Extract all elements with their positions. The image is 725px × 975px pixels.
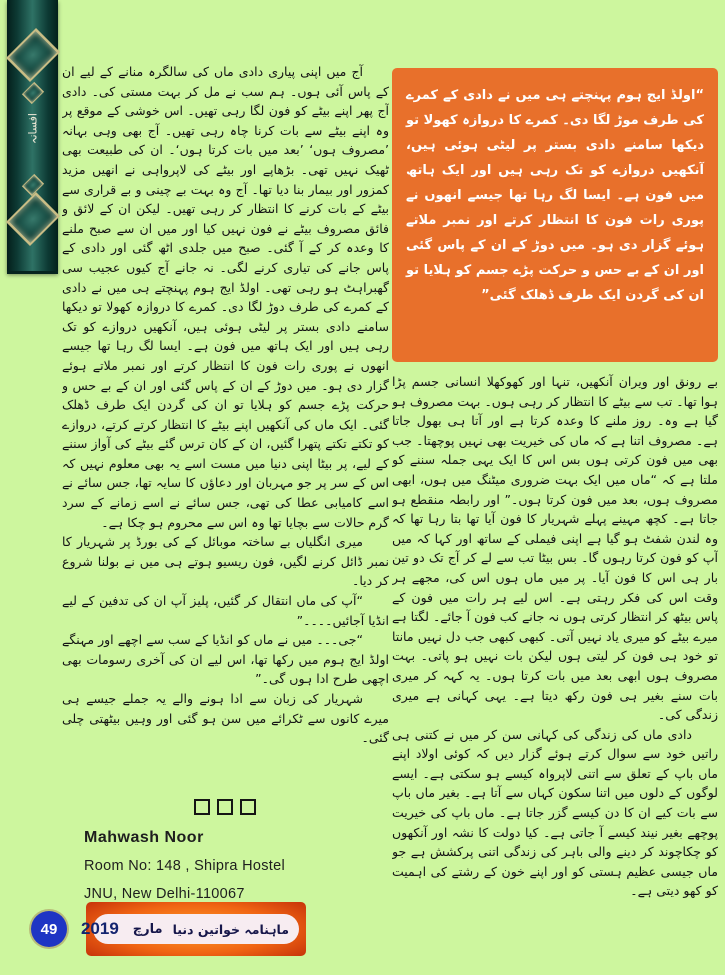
pull-quote-box (392, 68, 718, 362)
magazine-name: ماہنامہ خواتین دنیا (172, 921, 289, 937)
author-address-line1: Room No: 148 , Shipra Hostel (84, 858, 286, 874)
end-marker-square-icon (194, 799, 210, 815)
page-number-badge: 49 (31, 911, 67, 947)
decorative-ribbon (7, 0, 58, 273)
issue-month: مارچ (132, 921, 163, 937)
story-paragraph: “آپ کی ماں انتقال کر گئیں، پلیز آپ ان کی تدفین کے لیے انڈیا آجائیں۔۔۔۔” (62, 593, 389, 628)
story-paragraph: شہریار کی زبان سے ادا ہونے والے یہ جملے جیسے ہی میرے کانوں سے ٹکرائے میں سن ہو گئی اور وہیں بیٹھتی چلی گئی۔ (62, 691, 389, 746)
story-paragraph: بے رونق اور ویران آنکھیں، تنہا اور کھوکھلا انسانی جسم پڑا ہوا تھا۔ تب سے بیٹے کا انتظار کر رہی ہوں۔ بہت مصروف ہو گیا ہے وہ۔ روز ملنے کا وعدہ کرتا ہے اور آتا ہی بھول جاتا ہے۔ مصروف اتنا ہے کہ ماں کی خیریت بھی نہیں پوچھتا۔ جب بھی میں فون کرتی ہوں بس اس کا ایک یہی جملہ سننے کو ملتا ہے کہ “ماں میں ایک بہت ضروری میٹنگ میں ہوں، ابھی مصروف ہوں، بعد میں فون کرتا ہوں۔” اور رابطہ منقطع ہو جاتا ہے۔ کچھ مہینے پہلے شہریار کا فون آیا تھا بتا رہا تھا کہ وہ لندن شفٹ ہو گیا ہے اپنی فیملی کے ساتھ اور کہا کہ میں آپ کو فون کرتا رہوں گا۔ بس بیٹا تب سے لے کر آج تک دو تین بار ہی اس کا فون آیا۔ پر میں ماں ہوں اس کی، مجھے ہر وقت اس کی فکر رہتی ہے۔ اس لیے ہر رات میں فون کے پاس بیٹھ کر انتظار کرتی ہوں نہ جانے کب فون آ جائے۔ لگتا ہے میرے بیٹے کو میری یاد نہیں آتی۔ کبھی کبھی جب دل نہیں مانتا تو خود ہی فون کر لیتی ہوں لیکن بات نہیں ہو پاتی۔ بہت مصروف ہوں ابھی بعد میں بات کرتا ہوں۔ یہ کہہ کر میری بات سنے بغیر ہی فون رکھ دیتا ہے۔ یہی کہانی ہے میری زندگی کی۔ (392, 374, 718, 723)
ornament-diamond-icon (5, 192, 59, 246)
author-address-line2: JNU, New Delhi-110067 (84, 886, 245, 902)
footer-banner (40, 902, 306, 956)
footer-pill (40, 914, 299, 944)
story-paragraph: آج میں اپنی پیاری دادی ماں کی سالگرہ منانے کے لیے ان کے پاس آئی ہوں۔ ہم سب نے مل کر بہت مستی کی۔ دادی آج پھر اپنے بیٹے کو فون لگا رہی تھیں۔ اس خوشی کے موقع پر وہ اپنے بیٹے سے بات کرنا چاہ رہی تھیں۔ آج بھی وہی بہانہ ’مصروف ہوں‘ ’بعد میں بات کرتا ہوں‘۔ ان کی طبیعت بھی ٹھیک نہیں تھی۔ بڑھاپے اور بیٹے کی لاپرواہی نے انھیں مزید کمزور اور بیمار بنا دیا تھا۔ آج وہ بہت بے چینی و بے قراری سے بیٹے کے بات کرنے کا انتظار کر رہی تھیں۔ لیکن ان کے لائق و فائق مصروف بیٹے نے فون نہیں کیا اور میں ان سے صبح ملنے کا وعدہ کر کے آ گئی۔ صبح میں جلدی اٹھ گئی اور دادی کے پاس جانے کی تیاری کرنے لگی۔ نہ جانے آج کیوں عجیب سی گھبراہٹ ہو رہی تھی۔ اولڈ ایج ہوم پہنچتے ہی میں نے دادی کے کمرے کی طرف دوڑ لگا دی۔ کمرے کا دروازہ کھولا تو دیکھا سامنے دادی بستر پر لیٹی ہوئی ہیں، آنکھیں دروازے کو تک رہی ہیں اور ایک ہاتھ میں فون ہے۔ ایسا لگ رہا تھا جیسے انھوں نے پوری رات فون کا انتظار کرتے اور نمبر ملاتے ہوئے گزار دی ہو۔ میں دوڑ کے ان کے پاس گئی اور ان کے بے حس و حرکت پڑے جسم کو ہلایا تو ان کی گردن ایک طرف ڈھلک گئی۔ ایک ماں کی آنکھیں اپنے بیٹے کا انتظار کرتے کرتے، دروازے کو تکتے تکتے پتھرا گئیں، ان کے کان ترس گئے بیٹے کی آواز سننے کے لیے، پر بیٹا اپنی دنیا میں مست اسے یہ بھی معلوم نہیں کہ اس کے سر پر جو مہربان اور دعاؤں کا سایہ تھا، جس سائے نے اسے کامیابی عطا کی تھی، جس سائے نے اسے زمانے کے سرد گرم حالات سے بچایا تھا وہ اس سے محروم ہو چکا ہے۔ (62, 64, 389, 530)
pull-quote-text: “اولڈ ایج ہوم پہنچتے ہی میں نے دادی کے کمرے کی طرف موڑ لگا دی۔ کمرے کا دروازہ کھولا تو دیکھا سامنے دادی بستر پر لیٹی ہوئی ہیں، آنکھیں دروازے کو تک رہی ہیں اور ایک ہاتھ میں فون ہے۔ ایسا لگ رہا تھا جیسے انھوں نے پوری رات فون کا انتظار کرتے اور نمبر ملاتے ہوئے گزار دی ہو۔ میں دوڑ کے ان کے پاس گئی اور ان کے بے حس و حرکت پڑے جسم کو ہلایا تو ان کی گردن ایک طرف ڈھلک گئی” (406, 88, 704, 303)
end-marker-square-icon (217, 799, 233, 815)
end-marker-square-icon (240, 799, 256, 815)
ornament-diamond-icon (5, 28, 59, 82)
story-paragraph: میری انگلیاں بے ساختہ موبائل کے کی بورڈ پر شہریار کا نمبر ڈائل کرنے لگیں، فون ریسیو ہوتے ہی میں نے بولنا شروع کر دیا۔ (62, 534, 389, 589)
story-paragraph: دادی ماں کی زندگی کی کہانی سن کر میں نے کتنی ہی راتیں خود سے سوال کرتے ہوئے گزار دیں کہ کوئی اولاد اپنے ماں باپ کے تعلق سے اتنی لاپرواہ کیسے ہو سکتی ہے۔ ایسے لوگوں کے دلوں میں اتنا سکون کہاں سے آتا ہے۔ بغیر ماں باپ سے بات کیے ان کا دن کیسے گزر جاتا ہے۔ ماں باپ کی خیریت پوچھے بغیر نیند کیسے آ جاتی ہے۔ کیا دولت کا نشہ اور آنکھوں کو چکاچوند کر دینے والی باہر کی زندگی اتنی پرکشش ہے جو ماں جیسی عظیم ہستی کو اور اپنے خون کے رشتے کی اہمیت کو کھو دیتی ہے۔ (392, 726, 718, 899)
author-block (84, 824, 285, 908)
ornament-diamond-small-icon (21, 82, 43, 104)
genre-label: افسانہ (26, 113, 39, 144)
story-column-right (392, 372, 718, 932)
story-column-left (62, 62, 389, 804)
issue-year: 2019 (80, 919, 119, 938)
author-name: Mahwash Noor (84, 829, 204, 846)
end-of-story-marker (62, 799, 388, 815)
ornament-diamond-small-icon (21, 174, 43, 196)
story-paragraph: “جی۔۔۔ میں نے ماں کو انڈیا کے سب سے اچھے اور مہنگے اولڈ ایج ہوم میں رکھا تھا، اس لیے ان کی آخری رسومات بھی اچھی طرح ادا ہوں گی۔” (62, 632, 389, 687)
